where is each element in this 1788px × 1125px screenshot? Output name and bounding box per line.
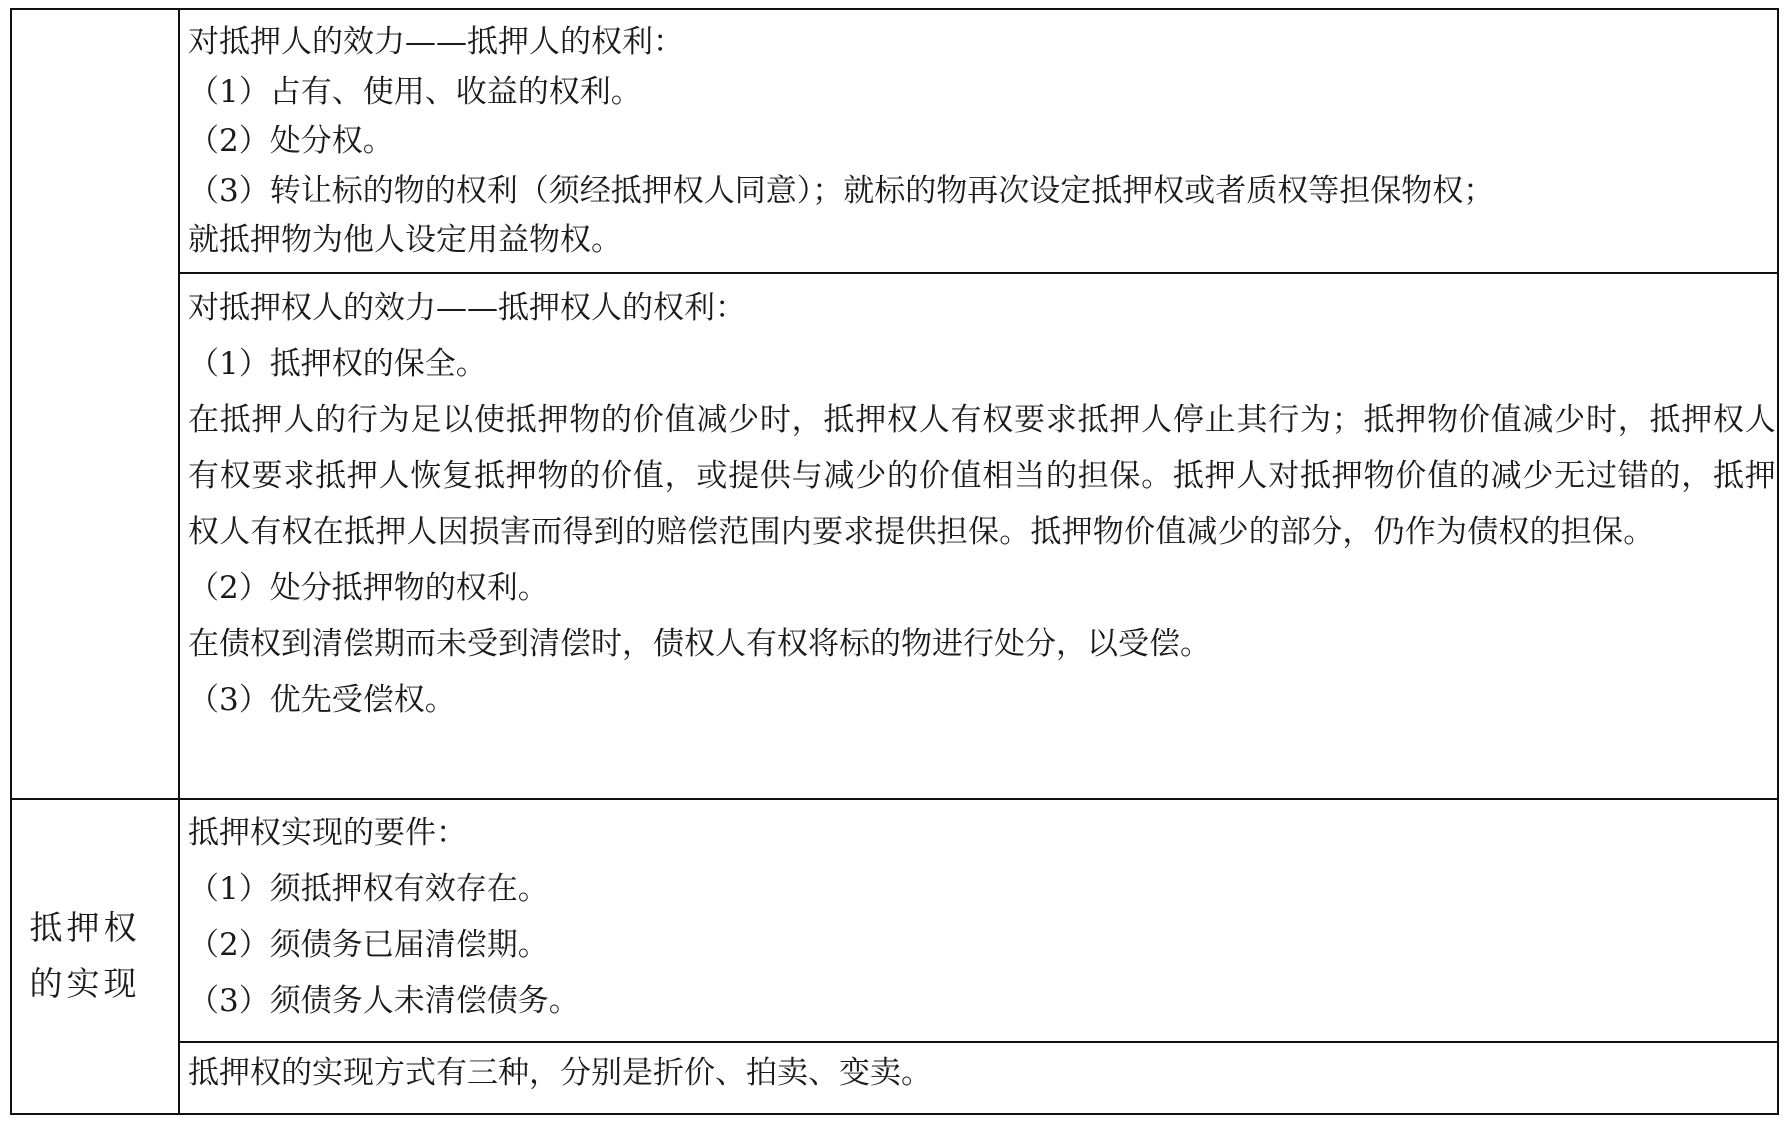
list-item: （1）抵押权的保全。: [188, 346, 487, 382]
row-label-line: 抵押权: [29, 908, 141, 947]
list-item: （3）转让标的物的权利（须经抵押权人同意）；就标的物再次设定抵押权或者质权等担保物权；: [188, 172, 1495, 209]
list-item: （3）优先受偿权。: [188, 682, 456, 718]
cell-heading: 对抵押权人的效力——抵押权人的权利：: [188, 290, 746, 326]
paragraph: 在债权到清偿期而未受到清偿时，债权人有权将标的物进行处分，以受偿。: [188, 626, 1211, 662]
list-item-continuation: 就抵押物为他人设定用益物权。: [188, 222, 622, 258]
cell-heading: 对抵押人的效力——抵押人的权利：: [188, 24, 684, 60]
paragraph: 在抵押人的行为足以使抵押物的价值减少时，抵押权人有权要求抵押人停止其行为；抵押物价值减少时，抵押权人有权要求抵押人恢复抵押物的价值，或提供与减少的价值相当的担保。抵押人对抵押物价值的减少无过错的，抵押权人有权在抵押人因损害而得到的赔偿范围内要求提供担保。抵押物价值减少的部分，仍作为债权的担保。: [188, 402, 1776, 550]
row-divider: [178, 272, 1777, 274]
column-divider: [178, 10, 180, 1113]
cell-effect-on-mortgagor: [188, 18, 1776, 266]
paragraph: 抵押权的实现方式有三种，分别是折价、拍卖、变卖。: [188, 1055, 932, 1091]
row-label-line: 的实现: [29, 964, 141, 1003]
row-divider: [178, 1041, 1777, 1043]
cell-realization-methods: [188, 1045, 1776, 1101]
cell-effect-on-mortgagee: [188, 280, 1776, 728]
list-item: （2）处分权。: [188, 123, 394, 159]
cell-realization-requirements: [188, 805, 1776, 1029]
cell-heading: 抵押权实现的要件：: [188, 815, 467, 851]
row-label-realization: [18, 900, 152, 1012]
row-divider: [12, 798, 1777, 800]
list-item: （3）须债务人未清偿债务。: [188, 983, 580, 1019]
list-item: （2）处分抵押物的权利。: [188, 570, 549, 606]
list-item: （2）须债务已届清偿期。: [188, 927, 549, 963]
list-item: （1）占有、使用、收益的权利。: [188, 73, 642, 110]
list-item: （1）须抵押权有效存在。: [188, 871, 549, 907]
